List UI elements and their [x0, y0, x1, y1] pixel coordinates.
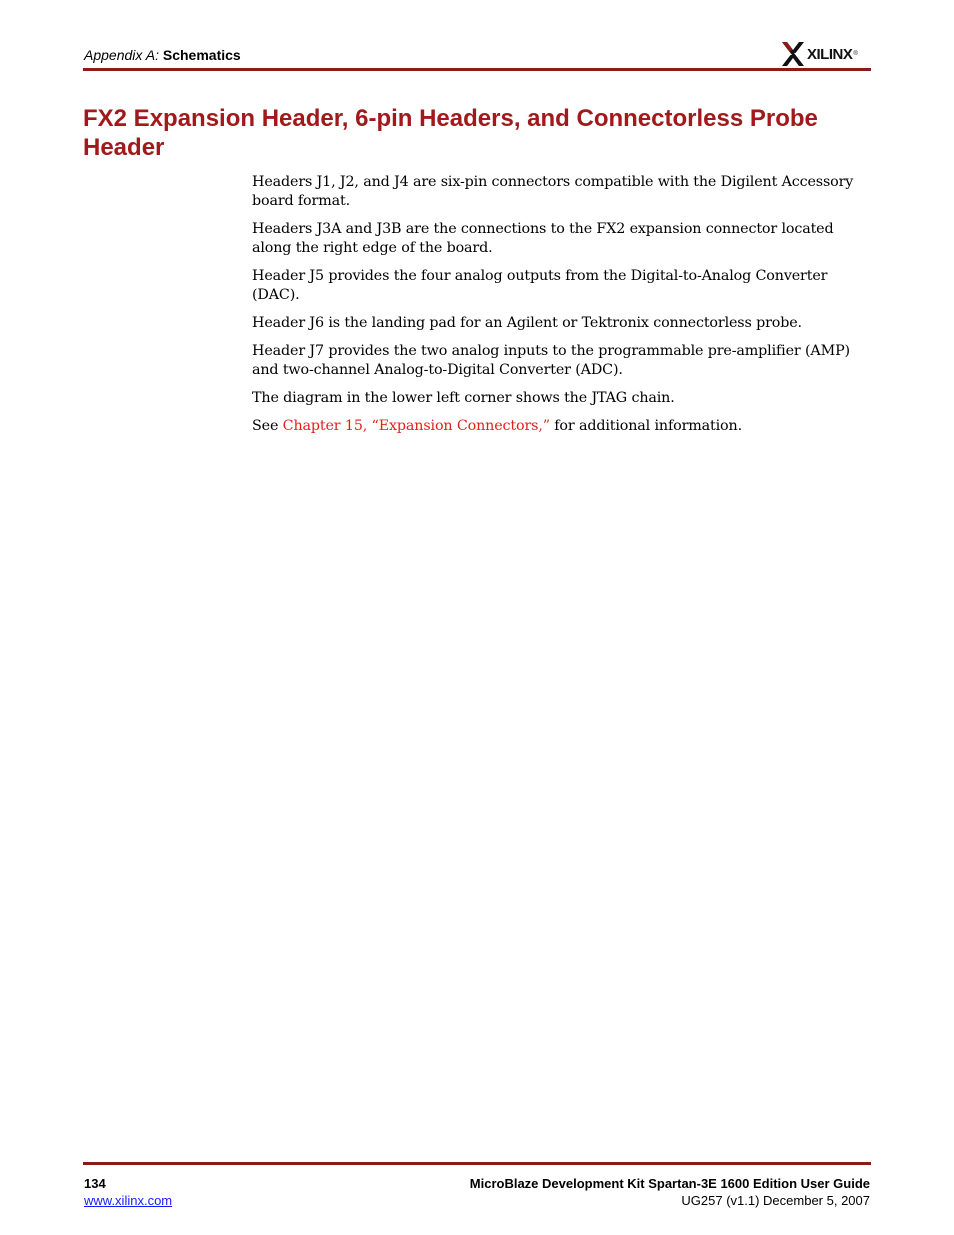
paragraph-jtag-chain: The diagram in the lower left corner shows the JTAG chain. — [252, 390, 675, 406]
xilinx-x-icon — [782, 42, 804, 66]
paragraph-headers-j1-j2-j4: Headers J1, J2, and J4 are six-pin connectors compatible with the Digilent Accessory board format. — [252, 174, 854, 209]
footer-right — [470, 1175, 870, 1209]
paragraph-header-j7: Header J7 provides the two analog inputs to the programmable pre-amplifier (AMP) and two-channel Analog-to-Digital Converter (ADC). — [252, 343, 850, 378]
logo-registered-mark: ® — [853, 51, 858, 57]
page-number: 134 — [84, 1176, 106, 1191]
chapter-15-link[interactable]: Chapter 15, “Expansion Connectors,” — [282, 418, 550, 434]
footer-rule — [83, 1162, 871, 1165]
appendix-label: Appendix A: — [84, 47, 159, 63]
paragraph-header-j6: Header J6 is the landing pad for an Agilent or Tektronix connectorless probe. — [252, 315, 802, 331]
body-text — [252, 173, 872, 445]
paragraph-see-also — [252, 417, 872, 436]
section-label: Schematics — [162, 47, 241, 63]
see-prefix: See — [252, 418, 283, 434]
xilinx-url-link[interactable]: www.xilinx.com — [84, 1193, 173, 1208]
guide-title: MicroBlaze Development Kit Spartan-3E 1600 Edition User Guide — [469, 1176, 870, 1191]
page-title: FX2 Expansion Header, 6-pin Headers, and Connectorless Probe Header — [83, 105, 818, 161]
doc-info: UG257 (v1.1) December 5, 2007 — [681, 1193, 870, 1208]
paragraph-header-j5: Header J5 provides the four analog outputs from the Digital-to-Analog Converter (DAC). — [252, 268, 828, 303]
header-rule — [83, 68, 871, 71]
running-header — [84, 46, 241, 64]
xilinx-logo — [782, 41, 872, 67]
paragraph-headers-j3a-j3b: Headers J3A and J3B are the connections to the FX2 expansion connector located along the right edge of the board. — [252, 221, 834, 256]
see-suffix: for additional information. — [549, 418, 742, 434]
logo-text: XILINX — [807, 45, 853, 63]
footer-left — [84, 1175, 172, 1209]
